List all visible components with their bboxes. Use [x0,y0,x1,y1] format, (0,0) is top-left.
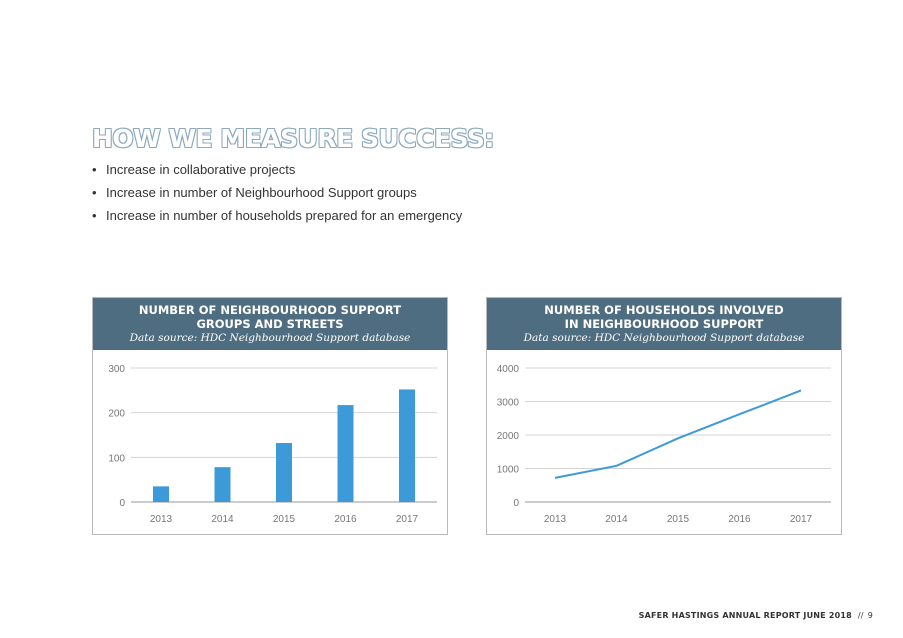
x-tick-label: 2014 [211,514,234,525]
bullet-icon: • [92,162,97,177]
households-chart-card [486,297,842,535]
x-tick-label: 2015 [272,514,296,525]
x-tick-label: 2013 [149,514,173,525]
groups-chart-card [92,297,448,535]
chart-header [487,298,841,350]
households-line-chart [487,350,841,534]
y-tick-label: 200 [108,408,125,420]
bullet-icon: • [92,185,97,200]
list-item [92,160,462,183]
list-item-text: Increase in number of households prepared for an emergency [106,208,463,223]
chart-source: Data source: HDC Neighbourhood Support database [523,332,805,344]
chart-title: NUMBER OF HOUSEHOLDS INVOLVED IN NEIGHBOURHOOD SUPPORT [544,303,784,331]
x-tick-label: 2014 [605,514,628,525]
bullet-icon: • [92,208,97,223]
page-title: HOW WE MEASURE SUCCESS: [92,124,494,153]
bar-2013 [153,486,169,502]
y-tick-label: 100 [108,453,125,465]
report-name: SAFER HASTINGS ANNUAL REPORT JUNE 2018 [638,611,852,620]
success-measures-list [92,160,462,229]
bar-2016 [338,405,354,502]
series-line [555,390,801,477]
y-tick-label: 1000 [496,464,519,476]
x-tick-label: 2017 [789,514,813,525]
list-item [92,183,462,206]
x-tick-label: 2016 [728,514,751,525]
x-tick-label: 2013 [543,514,567,525]
chart-header [93,298,447,350]
page-number: 9 [867,611,873,620]
x-tick-label: 2017 [395,514,419,525]
y-tick-label: 300 [108,364,125,375]
footer-separator: // [857,611,864,620]
y-tick-label: 0 [119,498,125,509]
chart-source: Data source: HDC Neighbourhood Support database [129,332,411,344]
chart-title: NUMBER OF NEIGHBOURHOOD SUPPORT GROUPS AND STREETS [138,303,402,331]
y-tick-label: 0 [513,498,519,509]
x-tick-label: 2015 [666,514,690,525]
list-item-text: Increase in collaborative projects [106,162,296,177]
bar-2015 [276,443,292,502]
list-item [92,206,462,229]
y-tick-label: 3000 [496,397,519,409]
y-tick-label: 2000 [496,431,519,442]
groups-bar-chart [93,350,447,534]
list-item-text: Increase in number of Neighbourhood Support groups [106,185,417,200]
page-footer [639,611,873,620]
y-tick-label: 4000 [496,364,519,375]
bar-2017 [399,389,415,502]
bar-2014 [215,467,231,502]
x-tick-label: 2016 [334,514,357,525]
